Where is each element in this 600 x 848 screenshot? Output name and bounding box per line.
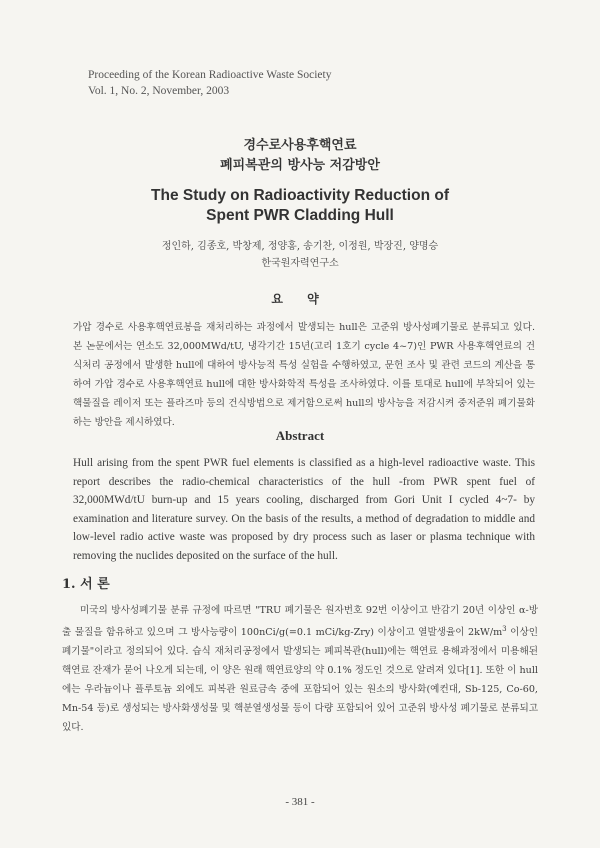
english-title-line1: The Study on Radioactivity Reduction of xyxy=(151,187,449,204)
english-title xyxy=(0,186,600,226)
journal-header xyxy=(88,67,331,99)
journal-issue: Vol. 1, No. 2, November, 2003 xyxy=(88,85,230,97)
korean-title-line2: 폐피복관의 방사능 저감방안 xyxy=(220,158,380,173)
korean-abstract-text: 가압 경수로 사용후핵연료봉을 재처리하는 과정에서 발생되는 hull은 고준위 방사성폐기물로 분류되고 있다. 본 논문에서는 연소도 32,000MWd/tU, 냉각기간 15년(고리 1호기 cycle 4~7)인 PWR 사용후핵연료의 건식처리 공정에서 발생한 hull에 대하여 방사능적 특성 실험을 수행하였고, 문헌 조사 및 관련 코드의 계산을 통하여 가압 경수로 사용후핵연료 hull에 대한 방사화학적 특성을 조사하였다. 이를 토대로 hull에 부착되어 있는 핵물질을 레이저 또는 플라즈마 등의 건식방법으로 제거함으로써 hull의 방사능을 저감시켜 중저준위 폐기물화하는 방안을 제시하였다. xyxy=(73,322,535,428)
intro-text-part2: 이상인 폐기물"이라고 정의되어 있다. 습식 재처리공정에서 발생되는 폐피복관(hull)에는 핵연료 용해과정에서 미용해된 핵연료 잔재가 묻어 나오게 되는데, 이 양은 원래 핵연료양의 약 0.1% 정도인 것으로 알려져 있다[1]. 또한 이 hull에는 우라늄이나 플루토늄 외에도 피복관 원료금속 중에 포함되어 있는 원소의 방사화(예컨대, Sb-125, Co-60, Mn-54 등)로 생성되는 방사화생성물 및 핵분열생성물 등이 다량 포함되어 있어 고준위 방사성 폐기물로 분류되고 있다. xyxy=(62,627,538,734)
introduction-paragraph xyxy=(62,601,538,737)
page-number: - 381 - xyxy=(285,796,315,808)
english-abstract-heading: Abstract xyxy=(275,428,325,443)
english-title-line2: Spent PWR Cladding Hull xyxy=(206,207,394,224)
english-abstract-text: Hull arising from the spent PWR fuel elements is classified as a high-level radioactive waste. This report describes the radio-chemical characteristics of the hull -from PWR spent fuel of 32,000MWd/tU burn-up and 15 years cooling, discharged from Gori Unit I cycled 4~7- by examination and literature survey. On the basis of the results, a method of degradation to middle and low-level radio active waste was proposed by dry process such as laser or plasma technique with removing the nuclides deposited on the surface of the hull. xyxy=(73,457,535,562)
korean-abstract-heading: 요 약 xyxy=(271,292,329,306)
author-names: 정인하, 김종호, 박창제, 정양홍, 송기찬, 이정원, 박장진, 양명승 xyxy=(161,241,439,252)
author-affiliation: 한국원자력연구소 xyxy=(261,258,339,269)
intro-text-part1: 미국의 방사성폐기물 분류 규정에 따르면 "TRU 폐기물은 원자번호 92번 이상이고 반감기 20년 이상인 α-방출 물질을 함유하고 있으며 그 방사능량이 100nCi/g(=0.1 mCi/kg-Zry) 이상이고 열발생율이 2kW/m xyxy=(62,605,538,639)
korean-title xyxy=(0,136,600,176)
author-block xyxy=(0,238,600,272)
intro-superscript: 3 xyxy=(502,625,507,633)
section-heading-introduction: 1. 서 론 xyxy=(62,577,110,592)
korean-title-line1: 경수로사용후핵연료 xyxy=(243,138,357,153)
journal-name: Proceeding of the Korean Radioactive Waste Society xyxy=(88,69,332,81)
